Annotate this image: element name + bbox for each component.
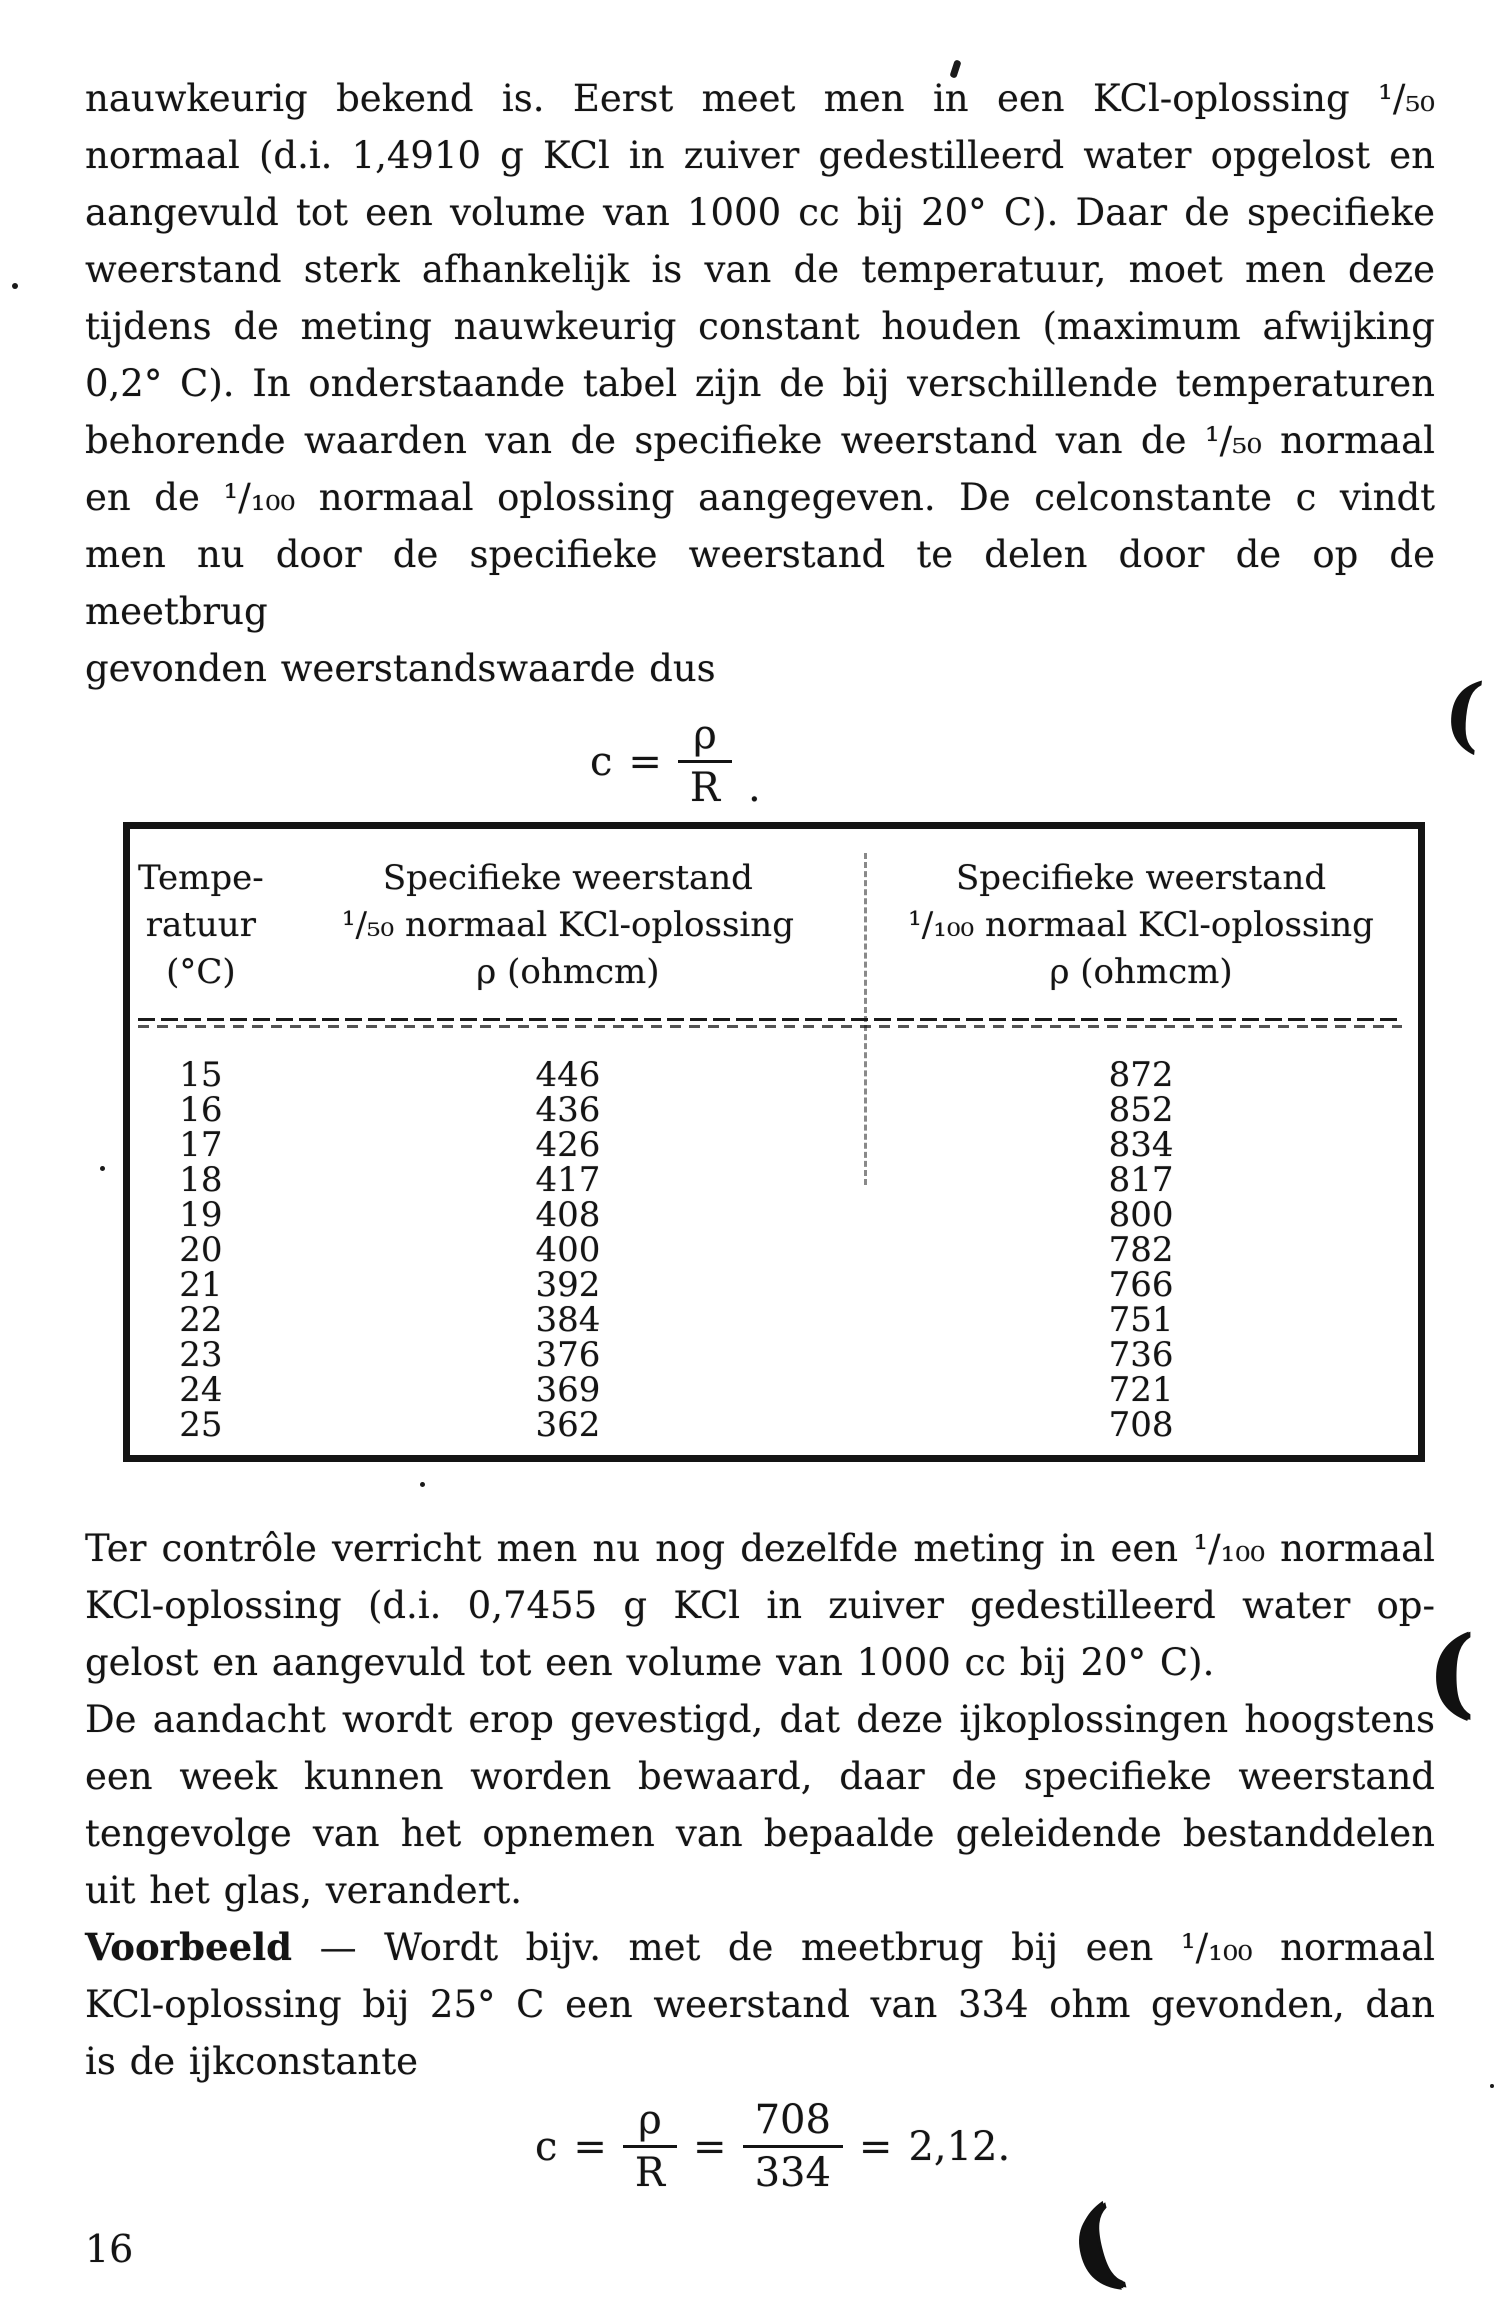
table-row <box>130 1300 1418 1340</box>
fraction-denominator: R <box>678 760 732 810</box>
table-cell: 800 <box>1108 1195 1174 1235</box>
ink-speck <box>12 283 18 289</box>
text-line: ratuur <box>145 905 256 945</box>
fraction-denominator: R <box>623 2145 677 2195</box>
table-header-resistance-1-50 <box>272 855 864 996</box>
table-cell: 392 <box>535 1265 601 1305</box>
table-header-temperature <box>130 855 272 996</box>
paragraph-storage-warning <box>85 1691 1435 1919</box>
example-continuation <box>85 1976 1435 2090</box>
table-cell: 376 <box>535 1335 601 1375</box>
text-line: men nu door de specifieke weerstand te delen door de op de meetbrug <box>85 533 1435 633</box>
table-header-row <box>130 829 1418 996</box>
text-line: Specifieke weerstand <box>956 858 1327 898</box>
table-cell: 22 <box>179 1300 223 1340</box>
table-row <box>130 1160 1418 1200</box>
fraction-numerator: ρ <box>693 712 717 758</box>
table-row <box>130 1265 1418 1305</box>
ink-blob-bottom: ( <box>1058 2185 1131 2306</box>
table-cell: 736 <box>1108 1335 1174 1375</box>
table-cell: 817 <box>1108 1160 1174 1200</box>
table-row <box>130 1370 1418 1410</box>
table-cell: 400 <box>535 1230 601 1270</box>
page-number: 16 <box>85 2227 134 2271</box>
formula-lhs: c <box>535 2123 558 2170</box>
table-cell: 24 <box>179 1370 223 1410</box>
table-cell: 17 <box>179 1125 223 1165</box>
table-cell: 446 <box>535 1055 601 1095</box>
text-line: Specifieke weerstand <box>382 858 753 898</box>
text-line: normaal (d.i. 1,4910 g KCl in zuiver gedestilleerd water opgelost en <box>85 134 1435 177</box>
table-cell: 20 <box>179 1230 223 1270</box>
example-lead-text: — Wordt bijv. met de meetbrug bij een ¹/₁₀₀ normaal <box>292 1926 1435 1969</box>
table-cell: 872 <box>1108 1055 1174 1095</box>
table-cell: 852 <box>1108 1090 1174 1130</box>
fraction-denominator: 334 <box>743 2145 843 2195</box>
equals-sign: = <box>628 738 662 785</box>
table-cell: 362 <box>535 1405 601 1445</box>
text-line: behorende waarden van de specifieke weerstand van de ¹/₅₀ normaal <box>85 419 1435 462</box>
table-cell: 23 <box>179 1335 223 1375</box>
margin-paren-mark-mid: ( <box>1428 1615 1474 1728</box>
formula-lhs: c <box>590 738 613 785</box>
text-line: ¹/₁₀₀ normaal KCl-oplossing <box>908 905 1374 945</box>
table-cell: 721 <box>1108 1370 1174 1410</box>
fraction-numerator: ρ <box>638 2097 662 2143</box>
text-line: nauwkeurig bekend is. Eerst meet men in een KCl-oplossing ¹/₅₀ <box>85 77 1435 120</box>
equals-sign: = <box>858 2123 893 2170</box>
table-cell: 417 <box>535 1160 601 1200</box>
ink-speck <box>420 1482 425 1487</box>
table-header-rule <box>138 1018 1402 1028</box>
table-cell: 766 <box>1108 1265 1174 1305</box>
table-cell: 782 <box>1108 1230 1174 1270</box>
equals-sign: = <box>573 2123 607 2170</box>
text-line: (°C) <box>166 952 236 992</box>
text-line: gelost en aangevuld tot een volume van 1000 cc bij 20° C). <box>85 1641 1215 1684</box>
table-cell: 369 <box>535 1370 601 1410</box>
equals-sign: = <box>693 2123 727 2170</box>
table-cell: 751 <box>1108 1300 1174 1340</box>
table-column-separator <box>864 853 867 1185</box>
fraction-numerator: 708 <box>754 2097 831 2143</box>
text-line: een week kunnen worden bewaard, daar de specifieke weerstand <box>85 1755 1435 1798</box>
text-line: en de ¹/₁₀₀ normaal oplossing aangegeven. De celconstante c vindt <box>85 476 1435 519</box>
table-cell: 25 <box>179 1405 223 1445</box>
table-row <box>130 1195 1418 1235</box>
text-line: tengevolge van het opnemen van bepaalde geleidende bestanddelen <box>85 1812 1435 1855</box>
formula-result: 2,12. <box>908 2123 1011 2170</box>
text-line: ρ (ohmcm) <box>1049 952 1233 992</box>
text-line: aangevuld tot een volume van 1000 cc bij 20° C). Daar de specifieke <box>85 191 1435 234</box>
text-line: is de ijkconstante <box>85 2040 418 2083</box>
text-line: uit het glas, verandert. <box>85 1869 523 1912</box>
table-cell: 436 <box>535 1090 601 1130</box>
example-lead-line <box>85 1919 1435 1976</box>
table-row <box>130 1230 1418 1270</box>
table-header-resistance-1-100 <box>864 855 1418 996</box>
table-cell: 18 <box>179 1160 223 1200</box>
table-cell: 426 <box>535 1125 601 1165</box>
text-line: tijdens de meting nauwkeurig constant houden (maximum afwijking <box>85 305 1435 348</box>
text-line: Ter contrôle verricht men nu nog dezelfde meting in een ¹/₁₀₀ normaal <box>85 1527 1435 1570</box>
table-row <box>130 1335 1418 1375</box>
formula-cell-constant <box>590 713 1435 810</box>
text-line: gevonden weerstandswaarde dus <box>85 647 716 690</box>
table-row <box>130 1125 1418 1165</box>
text-line: weerstand sterk afhankelijk is van de temperatuur, moet men deze <box>85 248 1435 291</box>
example-label: Voorbeeld <box>85 1925 293 1969</box>
table-cell: 15 <box>179 1055 223 1095</box>
formula-example-calculation <box>535 2098 1435 2195</box>
text-line: De aandacht wordt erop gevestigd, dat deze ijkoplossingen hoogstens <box>85 1698 1435 1741</box>
ink-speck <box>100 1166 105 1171</box>
table-cell: 384 <box>535 1300 601 1340</box>
fraction-rho-over-R <box>623 2098 677 2195</box>
text-line: Tempe- <box>137 858 264 898</box>
table-body <box>130 1055 1418 1445</box>
table-cell: 834 <box>1108 1125 1174 1165</box>
table-cell: 21 <box>179 1265 223 1305</box>
table-row <box>130 1090 1418 1130</box>
margin-paren-mark-upper: ( <box>1439 663 1488 763</box>
fraction-rho-over-R <box>678 713 732 810</box>
text-line: ¹/₅₀ normaal KCl-oplossing <box>341 905 794 945</box>
table-cell: 708 <box>1108 1405 1174 1445</box>
paragraph-example <box>85 1919 1435 2090</box>
table-row <box>130 1055 1418 1095</box>
table-cell: 408 <box>535 1195 601 1235</box>
kcl-resistance-table <box>123 822 1425 1462</box>
text-line: KCl-oplossing (d.i. 0,7455 g KCl in zuiver gedestilleerd water op- <box>85 1584 1435 1627</box>
paragraph-intro <box>85 70 1435 697</box>
table-cell: 16 <box>179 1090 223 1130</box>
text-line: KCl-oplossing bij 25° C een weerstand van 334 ohm gevonden, dan <box>85 1983 1435 2026</box>
table-cell: 19 <box>179 1195 223 1235</box>
text-line: 0,2° C). In onderstaande tabel zijn de bij verschillende temperaturen <box>85 362 1435 405</box>
fraction-708-over-334 <box>743 2098 843 2195</box>
text-line: ρ (ohmcm) <box>476 952 660 992</box>
table-row <box>130 1405 1418 1445</box>
text-column <box>85 0 1435 2271</box>
ink-speck <box>1490 2084 1494 2088</box>
formula-period: . <box>748 765 761 811</box>
paragraph-control-measurement <box>85 1520 1435 1691</box>
